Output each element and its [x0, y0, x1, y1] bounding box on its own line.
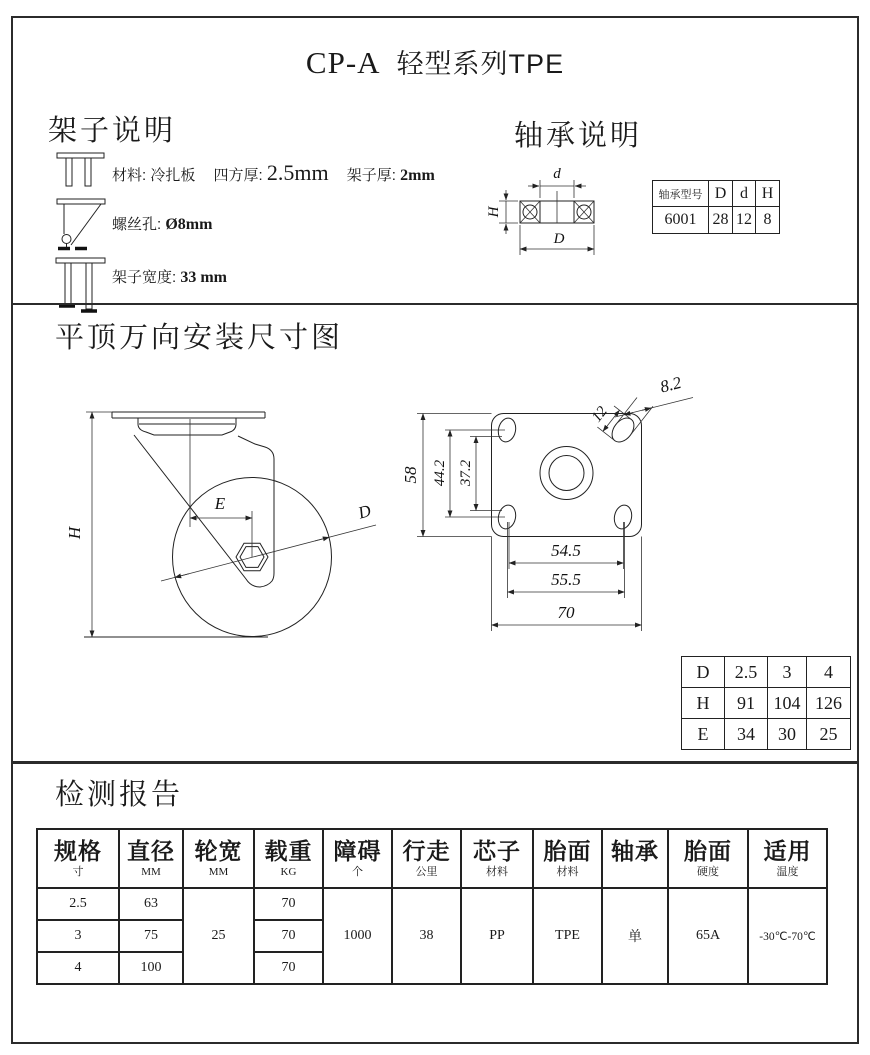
install-section-heading: 平顶万向安装尺寸图	[55, 322, 344, 354]
material-label: 材料: 冷扎板	[112, 167, 196, 184]
table-row: E 34 30 25	[682, 719, 851, 750]
square-thickness-label: 四方厚:	[213, 167, 263, 184]
plate-dim-44-2: 44.2	[432, 459, 448, 487]
bracket-side-view-icon	[55, 197, 107, 255]
frame-material-row	[112, 160, 435, 186]
section-divider-1	[11, 303, 859, 305]
plate-dim-55-5: 55.5	[551, 570, 581, 589]
core-merged-cell: PP	[461, 888, 533, 984]
col-core: 芯子 材料	[461, 829, 533, 888]
col-tread-material: 胎面 材料	[533, 829, 602, 888]
wheel-width-merged-cell: 25	[183, 888, 254, 984]
plate-dim-8-2: 8.2	[658, 372, 684, 397]
distance-merged-cell: 38	[392, 888, 461, 984]
caster-side-view-drawing	[60, 365, 400, 655]
tread-material-merged-cell: TPE	[533, 888, 602, 984]
report-section-heading: 检测报告	[55, 779, 184, 811]
bearing-drawing	[486, 163, 657, 278]
col-diameter: 直径 MM	[119, 829, 183, 888]
bearing-merged-cell: 单	[602, 888, 668, 984]
side-dim-D: D	[355, 500, 374, 523]
bearing-table-header: 轴承型号	[653, 181, 709, 207]
table-row: 2.5 63 25 70 1000 38 PP TPE 单 65A -30℃-70℃	[37, 888, 827, 920]
col-spec: 规格 寸	[37, 829, 119, 888]
frame-section-heading: 架子说明	[48, 115, 177, 147]
frame-width-label: 架子宽度:	[112, 269, 177, 286]
table-row: 3 75 70	[37, 920, 827, 952]
table-row: H 91 104 126	[682, 688, 851, 719]
bracket-top-view-icon	[56, 150, 106, 196]
bearing-model: 6001	[653, 207, 709, 234]
table-row: D 2.5 3 4	[682, 657, 851, 688]
series-name: 轻型系列TPE	[396, 49, 565, 79]
bearing-dim-h: H	[486, 206, 502, 218]
side-dim-H: H	[65, 526, 84, 540]
obstacle-merged-cell: 1000	[323, 888, 392, 984]
frame-screw-row	[112, 213, 212, 234]
plate-top-view-drawing	[401, 370, 705, 660]
screw-hole-label: 螺丝孔:	[112, 216, 162, 233]
bearing-dim-d: d	[553, 166, 561, 182]
section-divider-2	[11, 761, 859, 764]
frame-width-row	[112, 266, 227, 287]
plate-dim-37-2: 37.2	[458, 459, 474, 487]
temperature-merged-cell: -30℃-70℃	[748, 888, 827, 984]
frame-thickness-label: 架子厚:	[346, 167, 396, 184]
hardness-merged-cell: 65A	[668, 888, 748, 984]
col-temperature: 适用 温度	[748, 829, 827, 888]
col-bearing: 轴承	[602, 829, 668, 888]
test-report-table	[36, 828, 828, 985]
col-distance: 行走 公里	[392, 829, 461, 888]
bearing-dim-D: D	[553, 231, 565, 247]
side-dim-E: E	[214, 494, 226, 513]
plate-dim-54-5: 54.5	[551, 541, 581, 560]
bearing-table: 轴承型号 D d H 6001 28 12 8	[652, 180, 780, 234]
bracket-width-icon	[55, 256, 107, 318]
square-thickness-value: 2.5mm	[266, 160, 329, 185]
table-row: 4 100 70	[37, 952, 827, 984]
dhe-size-table	[681, 656, 851, 750]
col-obstacle: 障碍 个	[323, 829, 392, 888]
col-tread-hardness: 胎面 硬度	[668, 829, 748, 888]
page-title	[0, 42, 870, 81]
screw-hole-value: Ø8mm	[165, 216, 213, 233]
col-wheel-width: 轮宽 MM	[183, 829, 254, 888]
bearing-section-heading: 轴承说明	[514, 120, 643, 152]
frame-thickness-value: 2mm	[400, 167, 435, 184]
plate-dim-12: 12	[588, 403, 611, 426]
header-row	[37, 829, 827, 888]
col-load: 载重 KG	[254, 829, 323, 888]
plate-dim-70: 70	[557, 603, 575, 622]
frame-width-value: 33 mm	[180, 269, 227, 286]
plate-dim-58: 58	[401, 466, 420, 484]
model-code: CP-A	[305, 45, 381, 80]
